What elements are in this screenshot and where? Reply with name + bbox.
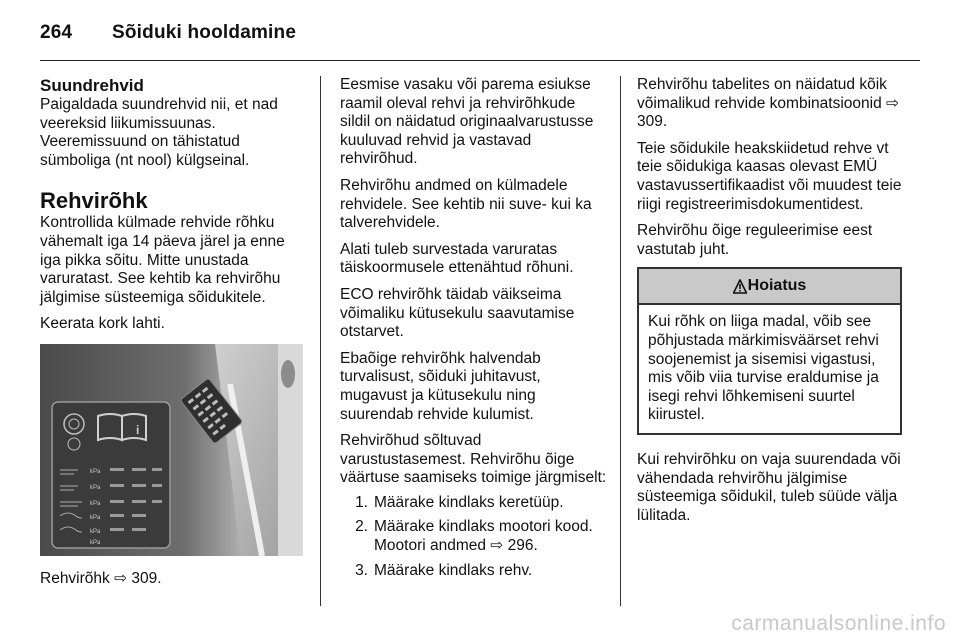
paragraph-driver-responsibility: Rehvirõhu õige reguleerimise eest vastutab juht. <box>637 222 873 258</box>
paragraph-cap: Keerata kork lahti. <box>40 315 165 333</box>
sticker-unit-3: kPa <box>90 500 101 507</box>
column-3 <box>637 76 905 533</box>
warning-title: Hoiatus <box>747 277 807 295</box>
list-number: 1. <box>355 493 368 511</box>
steps-list <box>340 494 608 580</box>
list-item <box>340 494 608 513</box>
warning-triangle-icon <box>733 279 747 294</box>
page-header <box>40 22 296 44</box>
column-separator-2 <box>620 76 621 606</box>
paragraph-label-location: Eesmise vasaku või parema esiukse raamil oleval rehvi ja rehvirõhkude sildil on näidatud originaalvarustusse kuuluvad rehvid ja vastavad rehvirõhud. <box>340 76 594 168</box>
sticker-unit-5: kPa <box>90 528 101 535</box>
heading-tyre-pressure: Rehvirõhk <box>40 188 148 214</box>
sticker-unit-6: kPa <box>90 539 101 546</box>
paragraph-approved-tyres: Teie sõidukile heakskiidetud rehve vt teie sõidukiga kaasas olevast EMÜ vastavussertifikaadist või muudest teie riigi registreerimisdokumentidest. <box>637 139 902 213</box>
warning-header <box>639 269 900 305</box>
section-title: Sõiduki hooldamine <box>112 22 297 43</box>
paragraph-tpms-ignition: Kui rehvirõhku on vaja suurendada või vähendada rehvirõhu jälgimise süsteemiga sõidukil, tuleb süüde välja lülitada. <box>637 450 901 524</box>
paragraph-pressure-tables: Rehvirõhu tabelites on näidatud kõik võimalikud rehvide kombinatsioonid ⇨ 309. <box>637 76 899 131</box>
paragraph-spare-wheel: Alati tuleb survestada varuratas täiskoormusele ettenähtud rõhuni. <box>340 240 574 277</box>
paragraph-incorrect-pressure: Ebaõige rehvirõhk halvendab turvalisust, sõiduki juhitavust, mugavust ja kütusekulu ning suurendab rehvide kulumist. <box>340 349 541 423</box>
list-item <box>340 518 608 555</box>
watermark: carmanualsonline.info <box>731 612 946 635</box>
heading-directional-tyres: Suundrehvid <box>40 76 144 95</box>
figure-caption: Rehvirõhk ⇨ 309. <box>40 569 162 587</box>
list-number: 3. <box>355 561 368 579</box>
page-number: 264 <box>40 22 73 43</box>
svg-text:i: i <box>136 422 140 437</box>
sticker-unit-2: kPa <box>90 484 101 491</box>
paragraph-eco-pressure: ECO rehvirõhk täidab väikseima võimaliku kütusekulu saavutamise otstarvet. <box>340 285 575 341</box>
sticker-unit-4: kPa <box>90 514 101 521</box>
list-text: Määrake kindlaks rehv. <box>374 561 533 579</box>
list-text: Määrake kindlaks keretüüp. <box>374 493 564 511</box>
list-text: Määrake kindlaks mootori kood. Mootori andmed ⇨ 296. <box>374 518 593 555</box>
column-2 <box>340 76 608 586</box>
paragraph-directional: Paigaldada suundrehvid nii, et nad veereksid liikumissuunas. Veeremissuund on tähistatud sümboliga (nt nool) külgseinal. <box>40 96 278 169</box>
list-number: 2. <box>355 518 368 536</box>
paragraph-pressure: Kontrollida külmade rehvide rõhku vähemalt iga 14 päeva järel ja enne iga pikka sõitu. Mitte unustada varuratast. See kehtib ka rehvirõhu jälgimise süsteemiga sõidukitele. <box>40 214 285 306</box>
paragraph-cold-tyres: Rehvirõhu andmed on külmadele rehvidele. See kehtib nii suve- kui ka talverehvidele. <box>340 176 592 232</box>
sticker-unit-1: kPa <box>90 468 101 475</box>
list-item <box>340 562 608 581</box>
tyre-label-illustration <box>40 344 303 556</box>
column-1 <box>40 76 308 597</box>
column-separator-1 <box>320 76 321 606</box>
tyre-pressure-label-photo <box>40 344 303 556</box>
warning-text: Kui rõhk on liiga madal, võib see põhjustada märkimisväärset rehvi soojenemist ja sisemisi vigastusi, mis võib viia turvise eraldumise ja isegi rehvi lõhkemiseni suurtel kiirustel. <box>648 313 879 424</box>
header-rule <box>40 60 920 61</box>
warning-box <box>637 267 902 435</box>
paragraph-equipment-level: Rehvirõhud sõltuvad varustustasemest. Rehvirõhu õige väärtuse saamiseks toimige järgmiselt: <box>340 432 607 487</box>
